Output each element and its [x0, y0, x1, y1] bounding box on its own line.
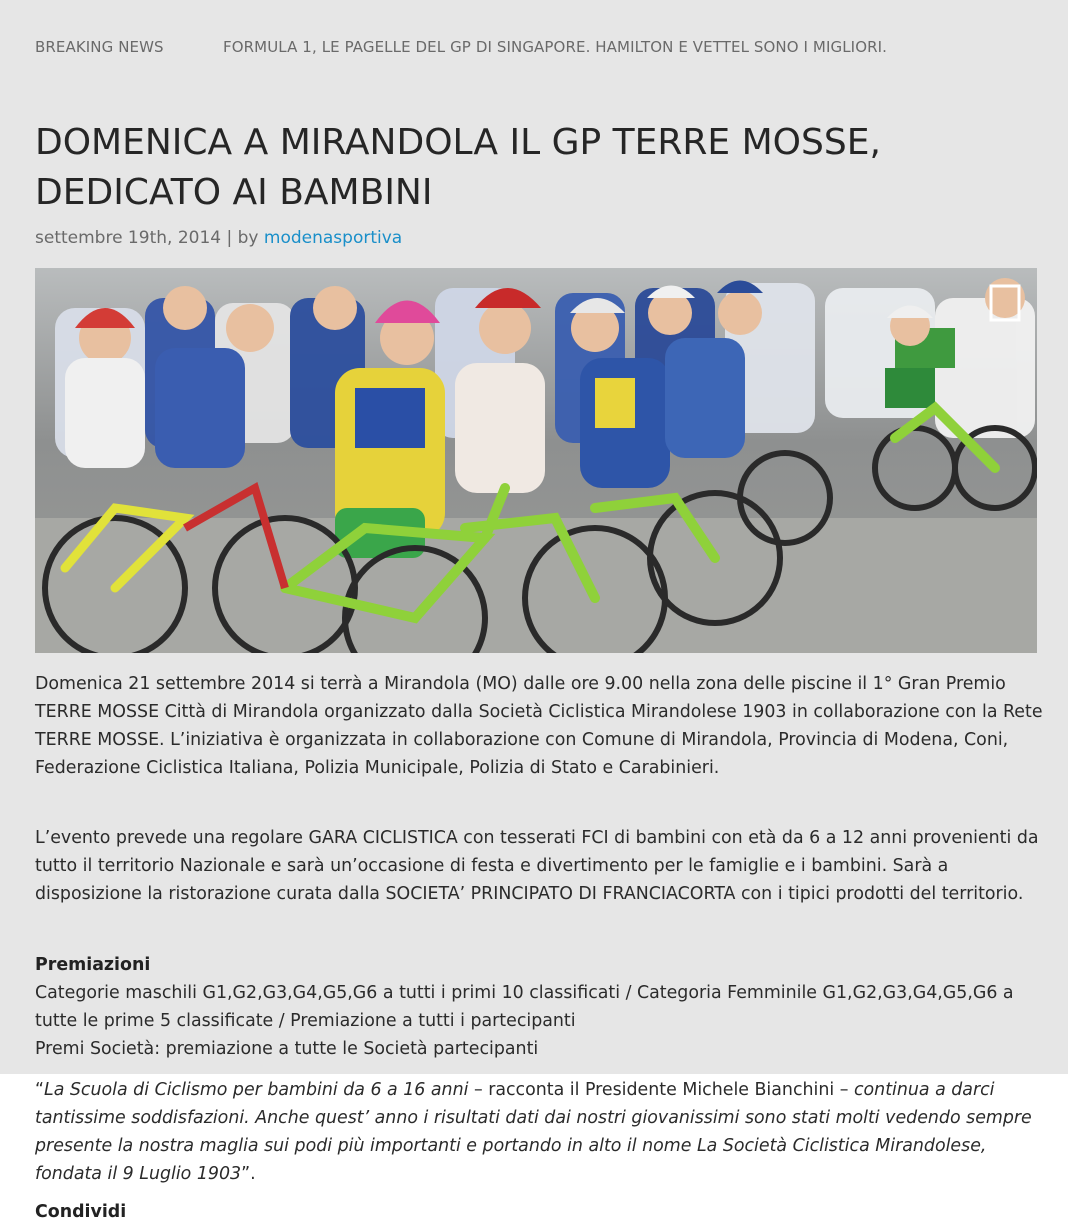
quote-part-2: continua a darci tantissime soddisfazioni. Anche quest’ anno i risultati dati dai nostri giovanissimi sono stati molti vedendo sempre presente la nostra maglia sui podi più importanti e portando in alto il nome La Società Ciclistica Mirandolese, fondata il 9 Luglio 1903	[35, 1080, 1032, 1184]
article-paragraph-2: L’evento prevede una regolare GARA CICLISTICA con tesserati FCI di bambini con età da 6 a 12 anni provenienti da tutto il territorio Nazionale e sarà un’occasione di festa e divertimento per le famiglie e i bambini. Sarà a disposizione la ristorazione curata dalla SOCIETA’ PRINCIPATO DI FRANCIACORTA con i tipici prodotti del territorio.	[35, 828, 1039, 904]
quote-attribution: – racconta il Presidente Michele Bianchini –	[468, 1080, 854, 1100]
share-label: Condividi	[35, 1202, 127, 1222]
president-quote	[35, 1076, 1035, 1188]
breaking-news-ticker	[35, 38, 1035, 56]
byline-separator: | by	[221, 228, 264, 248]
breaking-news-headline-link[interactable]: FORMULA 1, LE PAGELLE DEL GP DI SINGAPORE. HAMILTON E VETTEL SONO I MIGLIORI.	[223, 38, 888, 56]
article-date: settembre 19th, 2014	[35, 228, 222, 248]
awards-section	[35, 951, 1045, 1063]
article-paragraph-1: Domenica 21 settembre 2014 si terrà a Mirandola (MO) dalle ore 9.00 nella zona delle piscine il 1° Gran Premio TERRE MOSSE Città di Mirandola organizzato dalla Società Ciclistica Mirandolese 1903 in collaborazione con la Rete TERRE MOSSE. L’iniziativa è organizzata in collaborazione con Comune di Mirandola, Provincia di Modena, Coni, Federazione Ciclistica Italiana, Polizia Municipale, Polizia di Stato e Carabinieri.	[35, 674, 1043, 778]
article-title: DOMENICA A MIRANDOLA IL GP TERRE MOSSE, DEDICATO AI BAMBINI	[35, 122, 881, 213]
breaking-news-label: BREAKING NEWS	[35, 38, 164, 56]
awards-heading: Premiazioni	[35, 955, 151, 975]
article-photo	[35, 268, 1037, 653]
awards-line-2: Premi Società: premiazione a tutte le Società partecipanti	[35, 1039, 539, 1059]
awards-line-1: Categorie maschili G1,G2,G3,G4,G5,G6 a tutti i primi 10 classificati / Categoria Femminile G1,G2,G3,G4,G5,G6 a tutte le prime 5 classificate / Premiazione a tutti i partecipanti	[35, 983, 1014, 1031]
quote-close-mark: ”.	[241, 1164, 256, 1184]
quote-open-mark: “	[35, 1080, 45, 1100]
author-link[interactable]: modenasportiva	[263, 228, 403, 248]
quote-part-1: La Scuola di Ciclismo per bambini da 6 a 16 anni	[44, 1080, 469, 1100]
article-meta	[35, 228, 402, 248]
kids-cycling-photo	[35, 268, 1037, 653]
